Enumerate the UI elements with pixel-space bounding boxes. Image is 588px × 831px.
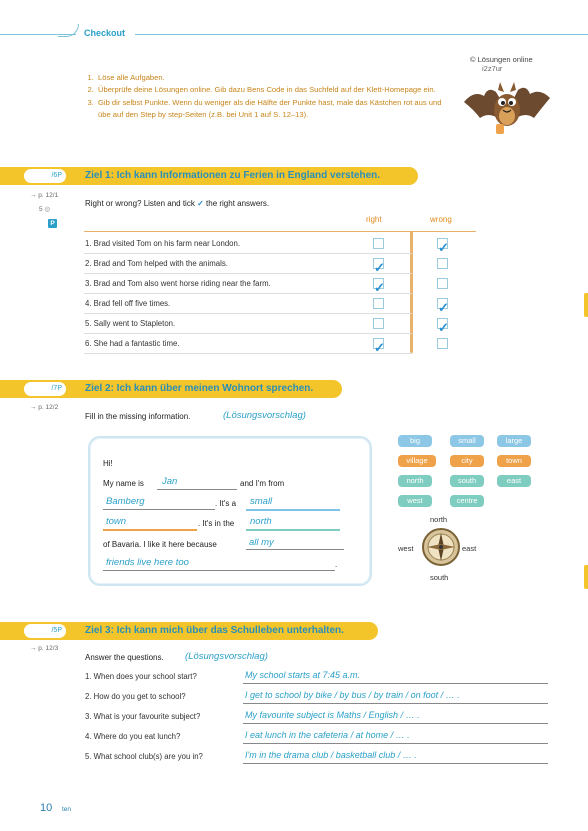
answer-place[interactable]: Bamberg: [106, 496, 145, 507]
answer[interactable]: My school starts at 7:45 a.m.: [245, 670, 361, 680]
compass-north: north: [430, 515, 448, 524]
checkbox-right[interactable]: [373, 238, 384, 249]
question: 3. What is your favourite subject?: [85, 712, 201, 721]
row-rule: [84, 293, 412, 294]
audio-track: [39, 205, 50, 213]
p-badge: P: [48, 219, 57, 228]
compass-south: south: [430, 573, 449, 582]
table-row: 3. Brad and Tom also went horse riding near the farm.: [85, 279, 271, 288]
goal3-task: Answer the questions.: [85, 653, 164, 662]
instructions: [84, 72, 454, 122]
table-row: 5. Sally went to Stapleton.: [85, 319, 176, 328]
word-tag: south: [450, 475, 484, 487]
answer-reason[interactable]: all my: [249, 537, 274, 548]
goal3-points-field[interactable]: /5P: [24, 624, 66, 638]
checkbox-right[interactable]: [373, 278, 385, 295]
question: 4. Where do you eat lunch?: [85, 732, 181, 741]
answer[interactable]: My favourite subject is Maths / English / … .: [245, 710, 420, 720]
answer-size[interactable]: small: [250, 496, 273, 507]
word-tag: small: [450, 435, 484, 447]
answer-name[interactable]: Jan: [162, 476, 178, 487]
checkbox-wrong[interactable]: [437, 238, 449, 255]
letter-text: . It's a: [215, 499, 237, 508]
answer-line: [243, 763, 548, 764]
checkbox-right[interactable]: [373, 338, 385, 355]
goal3-page-ref: → p. 12/3: [30, 645, 59, 652]
table-divider: [410, 231, 413, 353]
col-right-header: right: [366, 215, 382, 224]
table-row: 2. Brad and Tom helped with the animals.: [85, 259, 228, 268]
goal3-title: Ziel 3: Ich kann mich über das Schulleben unterhalten.: [85, 625, 344, 636]
goal2-points-field[interactable]: /7P: [24, 382, 66, 396]
goal1-title: Ziel 1: Ich kann Informationen zu Ferien in England verstehen.: [85, 170, 381, 181]
answer-line-blue: [246, 509, 340, 511]
question: 2. How do you get to school?: [85, 692, 186, 701]
goal1-task-pre: Right or wrong? Listen and tick: [85, 199, 195, 208]
compass-east: east: [462, 544, 477, 553]
instruction-item: 2. Überprüfe deine Lösungen online. Gib dazu Bens Code in das Suchfeld auf der Klett-Homepage ein.: [96, 84, 454, 96]
answer-line: [103, 570, 335, 571]
goal1-page-ref: → p. 12/1: [30, 192, 59, 199]
answer-type[interactable]: town: [106, 516, 127, 527]
word-tag: west: [398, 495, 432, 507]
answer-line: [243, 723, 548, 724]
checkbox-right[interactable]: [373, 258, 385, 275]
question: 5. What school club(s) are you in?: [85, 752, 203, 761]
answer[interactable]: I eat lunch in the cafeteria / at home / … .: [245, 730, 410, 740]
checkmark-icon: ✓: [438, 320, 449, 335]
answer-line: [243, 703, 548, 704]
table-row: 6. She had a fantastic time.: [85, 339, 180, 348]
word-tag: centre: [450, 495, 484, 507]
compass-icon: [421, 527, 461, 567]
tick-icon: ✓: [197, 199, 204, 208]
checkbox-wrong[interactable]: [437, 258, 448, 269]
goal2-title: Ziel 2: Ich kann über meinen Wohnort sprechen.: [85, 383, 314, 394]
goal3-hint: (Lösungsvorschlag): [185, 651, 268, 662]
checkbox-right[interactable]: [373, 298, 384, 309]
checkmark-icon: ✓: [438, 240, 449, 255]
online-solutions: [470, 55, 533, 73]
table-top-rule: [84, 231, 476, 232]
page-number: 10: [40, 802, 53, 814]
checkbox-wrong[interactable]: [437, 338, 448, 349]
word-tag: town: [497, 455, 531, 467]
goal1-points-field[interactable]: /6P: [24, 169, 66, 183]
side-tab: [584, 293, 588, 317]
col-wrong-header: wrong: [430, 215, 452, 224]
letter-greeting: Hi!: [103, 459, 113, 468]
checkmark-icon: ✓: [374, 260, 385, 275]
checkbox-wrong[interactable]: [437, 318, 449, 335]
letter-text: . It's in the: [198, 519, 235, 528]
header-rule: [135, 34, 588, 35]
answer-line: [243, 683, 548, 684]
word-tag: north: [398, 475, 432, 487]
row-rule: [84, 273, 412, 274]
word-tag: big: [398, 435, 432, 447]
word-tag: city: [450, 455, 484, 467]
online-label: Lösungen online: [477, 55, 533, 64]
goal2-page-ref: → p. 12/2: [30, 404, 59, 411]
instruction-item: 1. Löse alle Aufgaben.: [96, 72, 454, 84]
letter-end: .: [335, 560, 338, 569]
word-tag: large: [497, 435, 531, 447]
answer-line: [103, 509, 215, 510]
table-row: 4. Brad fell off five times.: [85, 299, 171, 308]
online-code: i2z7ur: [482, 64, 503, 73]
page-number-word: ten: [62, 806, 72, 813]
row-rule: [84, 253, 412, 254]
table-row: 1. Brad visited Tom on his farm near London.: [85, 239, 241, 248]
answer-line: [246, 549, 344, 550]
goal2-hint: (Lösungsvorschlag): [223, 410, 306, 421]
bat-mascot-icon: [462, 72, 552, 142]
checkmark-icon: ✓: [438, 300, 449, 315]
question: 1. When does your school start?: [85, 672, 197, 681]
letter-text: My name is: [103, 479, 144, 488]
side-tab: [584, 565, 588, 589]
checkmark-icon: ✓: [374, 280, 385, 295]
checkbox-right[interactable]: [373, 318, 384, 329]
goal1-task: [85, 199, 269, 208]
copyright-icon: ©: [470, 55, 476, 64]
instruction-item: 3. Gib dir selbst Punkte. Wenn du weniger als die Hälfte der Punkte hast, male das Kästchen rot aus und übe auf den Step by step-Seiten (z.B. bei Unit 1 auf S. 12–13).: [96, 97, 454, 122]
answer-reason-cont[interactable]: friends live here too: [106, 557, 189, 568]
audio-track-number: 5: [39, 206, 43, 213]
answer[interactable]: I'm in the drama club / basketball club / … .: [245, 750, 417, 760]
answer-line: [157, 489, 237, 490]
compass-west: west: [398, 544, 414, 553]
row-rule: [84, 333, 412, 334]
goal1-task-post: the right answers.: [206, 199, 270, 208]
answer-line: [243, 743, 548, 744]
answer-line-teal: [246, 529, 340, 531]
answer-line-orange: [103, 529, 197, 531]
row-rule: [84, 313, 412, 314]
word-tag: village: [398, 455, 436, 467]
answer[interactable]: I get to school by bike / by bus / by train / on foot / … .: [245, 690, 460, 700]
page-title: Checkout: [84, 28, 126, 38]
row-rule: [84, 353, 412, 354]
checkmark-icon: ✓: [374, 340, 385, 355]
checkbox-wrong[interactable]: [437, 278, 448, 289]
word-tag: east: [497, 475, 531, 487]
letter-text: and I'm from: [240, 479, 285, 488]
goal2-task: Fill in the missing information.: [85, 412, 191, 421]
checkbox-wrong[interactable]: [437, 298, 449, 315]
cd-icon: ◎: [44, 206, 51, 213]
letter-text: of Bavaria. I like it here because: [103, 540, 217, 549]
header-notch: [58, 24, 79, 37]
answer-region[interactable]: north: [250, 516, 272, 527]
